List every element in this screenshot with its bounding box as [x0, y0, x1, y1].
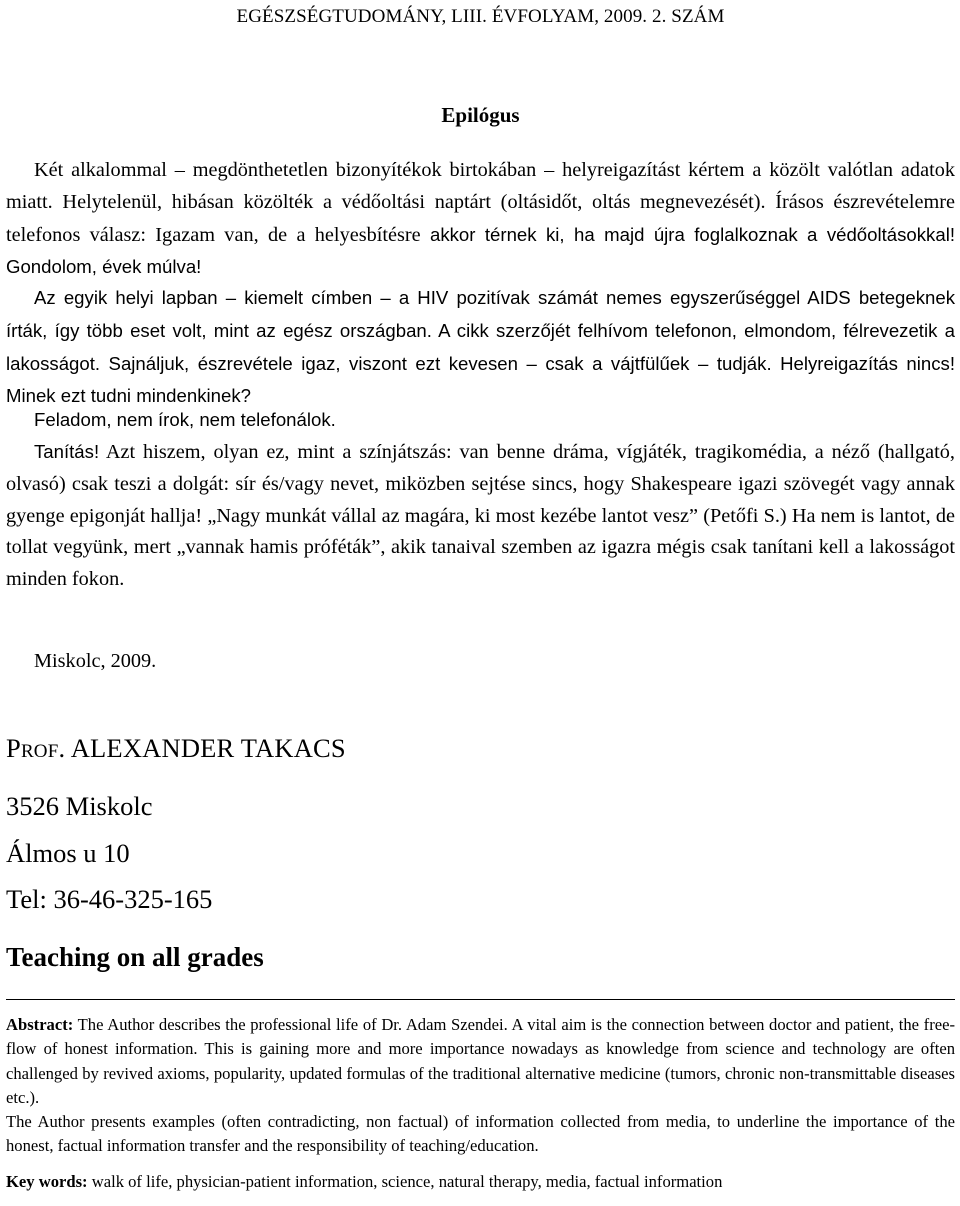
abstract-text: The Author describes the professional life of Dr. Adam Szendei. A vital aim is the connection between doctor and patient, the free-flow of honest information. This is gaining more and more importance nowadays as knowledge from science and technology are often challenged by revived axioms, popularity, updated formulas of the traditional alternative medicine (tumors, chronic non-transmittable diseases etc.).: [6, 1015, 955, 1108]
paragraph-teaching: [6, 436, 955, 596]
keywords-text: walk of life, physician-patient information, science, natural therapy, media, factual information: [91, 1172, 723, 1191]
paragraph-hiv-article: [6, 282, 955, 413]
divider-rule: [6, 999, 955, 1000]
paragraph-text-sans: Feladom, nem írok, nem telefonálok.: [34, 409, 336, 430]
abstract-paragraph: [6, 1013, 955, 1111]
section-title: Epilógus: [441, 103, 520, 127]
running-head: EGÉSZSÉGTUDOMÁNY, LIII. ÉVFOLYAM, 2009. 2. SZÁM: [236, 6, 725, 27]
paragraph-lead-word: Tanítás!: [34, 441, 100, 462]
place-date: Miskolc, 2009.: [34, 650, 157, 672]
keywords-label: Key words:: [6, 1172, 88, 1191]
paragraph-text: Két alkalommal – megdönthetetlen bizonyítékok birtokában – helyreigazítást kértem a közölt valótlan adatok miatt. Helytelenül, hibásan közölték a védőoltási naptárt (oltásidőt, oltás megnevezését). Írásos észrevételemre telefonos válasz: Igazam van, de a helyesbítésre: [6, 159, 955, 246]
abstract-paragraph-2: The Author presents examples (often contradicting, non factual) of information collected from media, to underline the importance of the honest, factual information transfer and the responsibility of teaching/education.: [6, 1112, 955, 1156]
author-title: Prof.: [6, 733, 66, 763]
paragraph-correction-requests: [6, 155, 955, 284]
paragraph-text-sans: Az egyik helyi lapban – kiemelt címben – a HIV pozitívak számát nemes egyszerűséggel AIDS betegeknek írták, így több eset volt, mint az egész országban. A cikk szerzőjét felhívom telefonon, elmondom, félrevezetik a lakosságot. Sajnáljuk, észrevétele igaz, viszont ezt kevesen – csak a vájtfülűek – tudják. Helyreigazítás nincs! Minek ezt tudni mindenkinek?: [6, 287, 955, 407]
author-name: [6, 733, 346, 764]
paragraph-text-sans: akkor térnek ki, ha majd újra foglalkoznak a védőoltásokkal! Gondolom, évek múlva!: [6, 223, 955, 278]
author-fullname: ALEXANDER TAKACS: [70, 733, 346, 763]
address-city: 3526 Miskolc: [6, 791, 153, 821]
english-title: Teaching on all grades: [6, 942, 264, 972]
phone-number: Tel: 36-46-325-165: [6, 884, 213, 914]
abstract-label: Abstract:: [6, 1015, 74, 1034]
paragraph-give-up: [6, 404, 955, 437]
paragraph-text: Azt hiszem, olyan ez, mint a színjátszás: van benne dráma, vígjáték, tragikomédia, a néző (hallgató, olvasó) csak teszi a dolgát: sír és/vagy nevet, miközben sejtése sincs, hogy Shakespeare igazi szövegét vagy annak gyenge epigonját hallja! „Nagy munkát vállal az magára, ki most kezébe lantot vesz” (Petőfi S.) Ha nem is lantot, de tollat vegyünk, mert „vannak hamis próféták”, akik tanaival szemben az igazra mégis csak tanítani kell a lakosságot minden fokon.: [6, 441, 955, 591]
address-street: Álmos u 10: [6, 838, 130, 868]
keywords: [6, 1170, 955, 1194]
